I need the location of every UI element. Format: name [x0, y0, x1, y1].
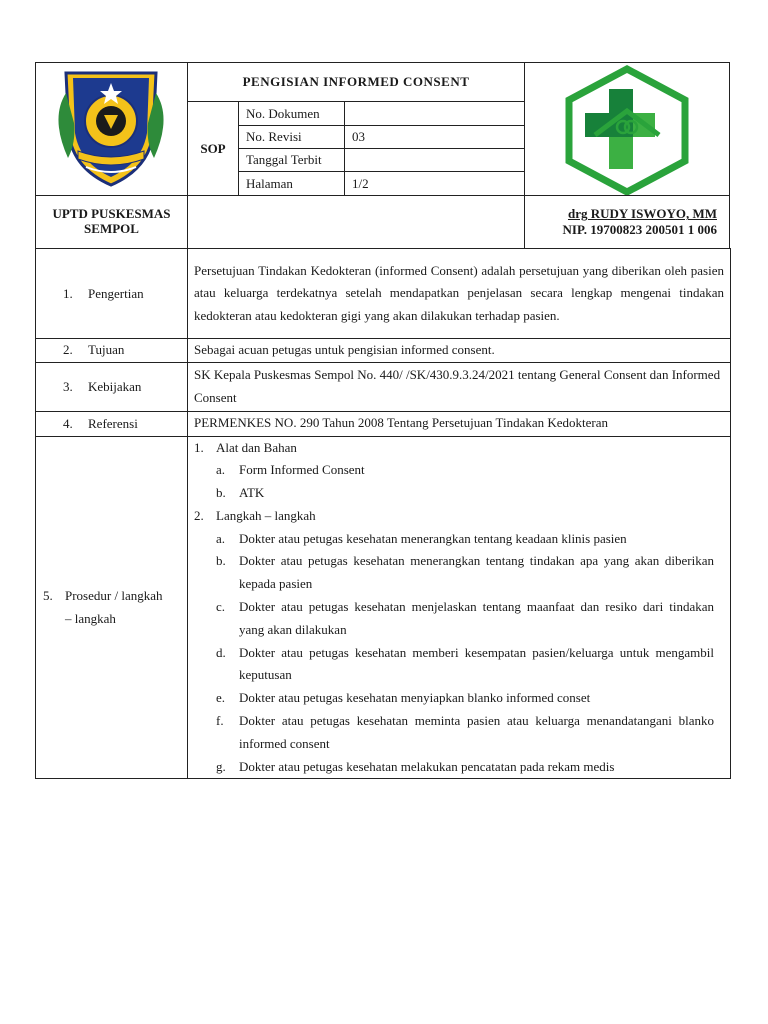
list-item: d. Dokter atau petugas kesehatan memberi kesempatan pasien/keluarga untuk mengambil keputusan: [216, 644, 714, 683]
section-number: 5.: [43, 588, 53, 604]
doc-number-value: [344, 101, 525, 126]
section-number: 2.: [63, 342, 73, 358]
section-row: [36, 339, 731, 363]
section-row: [36, 362, 731, 411]
puskesmas-logo-cell: [524, 62, 730, 196]
signer-block: [524, 195, 730, 249]
section-row: [36, 411, 731, 436]
section-number: 1.: [63, 285, 73, 301]
issue-date-value: [344, 148, 525, 172]
definition-text: Persetujuan Tindakan Kedokteran (informed Consent) adalah persetujuan yang diberikan oleh pasien atau keluarga terdekatnya setelah mendapatkan penjelasan secara lengkap mengenai tindakan kedokteran atau kedokteran gigi yang akan dilakukan terhadap pasien.: [188, 249, 731, 339]
list-item: a. Dokter atau petugas kesehatan menerangkan tentang keadaan klinis pasien: [216, 530, 627, 546]
reference-text: PERMENKES NO. 290 Tahun 2008 Tentang Persetujuan Tindakan Kedokteran: [188, 411, 731, 436]
page-label: Halaman: [238, 171, 345, 196]
list-item: e. Dokter atau petugas kesehatan menyiapkan blanko informed conset: [216, 690, 591, 706]
revision-value: 03: [344, 125, 525, 149]
institution-name: UPTD PUSKESMAS SEMPOL: [35, 195, 188, 249]
sop-label: SOP: [187, 101, 239, 196]
procedure-list: [188, 437, 730, 779]
section-label-cell: [36, 362, 188, 411]
policy-text: SK Kepala Puskesmas Sempol No. 440/ /SK/430.9.3.24/2021 tentang General Consent dan Informed Consent: [188, 362, 731, 411]
procedure-label-line2: – langkah: [65, 611, 116, 627]
section-number: 4.: [63, 415, 73, 431]
section-label: Kebijakan: [88, 378, 142, 394]
revision-label: No. Revisi: [238, 125, 345, 149]
group-title: Alat dan Bahan: [216, 439, 297, 455]
header-blank-cell: [187, 195, 525, 249]
list-item: b. Dokter atau petugas kesehatan menerangkan tentang tindakan apa yang akan diberikan kepada pasien: [216, 553, 714, 592]
section-label: Pengertian: [88, 285, 144, 301]
puskesmas-cross-logo: [525, 63, 729, 195]
doc-number-label: No. Dokumen: [238, 101, 345, 126]
procedure-label-line1: Prosedur / langkah: [65, 588, 163, 604]
regency-emblem-cell: [35, 62, 188, 196]
section-label-cell: [36, 339, 188, 363]
list-item: g. Dokter atau petugas kesehatan melakukan pencatatan pada rekam medis: [216, 758, 615, 774]
sop-content-table: [35, 248, 731, 779]
procedure-row: [36, 436, 731, 779]
list-item: a. Form Informed Consent: [216, 462, 365, 478]
regency-emblem-logo: [36, 63, 187, 195]
page-value: 1/2: [344, 171, 525, 196]
section-number: 3.: [63, 378, 73, 394]
issue-date-label: Tanggal Terbit: [238, 148, 345, 172]
section-label-cell: [36, 411, 188, 436]
section-row: [36, 249, 731, 339]
sop-header: [35, 62, 730, 249]
section-label: Referensi: [88, 415, 138, 431]
list-item: b. ATK: [216, 485, 265, 501]
list-item: c. Dokter atau petugas kesehatan menjelaskan tentang maanfaat dan resiko dari tindakan yang akan dilakukan: [216, 599, 714, 637]
procedure-content: [188, 436, 731, 779]
section-label-cell: [36, 249, 188, 339]
list-item: f. Dokter atau petugas kesehatan meminta pasien atau keluarga menandatangani blanko informed consent: [216, 713, 714, 751]
signer-nip: NIP. 19700823 200501 1 006: [562, 222, 717, 237]
section-label: Tujuan: [88, 342, 125, 358]
procedure-label-cell: [36, 436, 188, 779]
document-title: PENGISIAN INFORMED CONSENT: [187, 62, 525, 102]
group-number: 2.: [194, 507, 204, 523]
purpose-text: Sebagai acuan petugas untuk pengisian informed consent.: [188, 339, 731, 363]
group-title: Langkah – langkah: [216, 507, 316, 523]
signer-name: drg RUDY ISWOYO, MM: [567, 206, 717, 222]
group-number: 1.: [194, 439, 204, 455]
